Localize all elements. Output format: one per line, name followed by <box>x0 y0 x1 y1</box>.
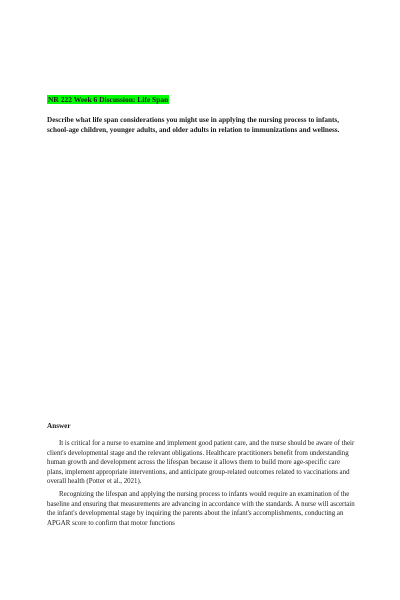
document-title: NR 222 Week 6 Discussion: Life Span <box>48 95 169 104</box>
answer-heading: Answer <box>47 422 71 430</box>
answer-paragraph-2: Recognizing the lifespan and applying the nursing process to infants would require an examination of the baseline and ensuring that measurements are advancing in accordance with the standards. A nurse will ascertain the infant's developmental stage by inquiring the parents about the infant's accomplishments, conducting an APGAR score to confirm that motor functions <box>47 491 355 527</box>
answer-paragraph-1: It is critical for a nurse to examine and implement good patient care, and the nurse should be aware of their client's developmental stage and the relevant obligations. Healthcare practitioners benefit from understanding human growth and development across the lifespan because it allows them to build more age-specific care plans, implement appropriate interventions, and anticipate group-related outcomes related to vaccinations and overall health (Potter et al., 2021). <box>47 440 355 486</box>
discussion-prompt: Describe what life span considerations you might use in applying the nursing process to infants, school-age children, younger adults, and older adults in relation to immunizations and wellness. <box>47 116 340 134</box>
